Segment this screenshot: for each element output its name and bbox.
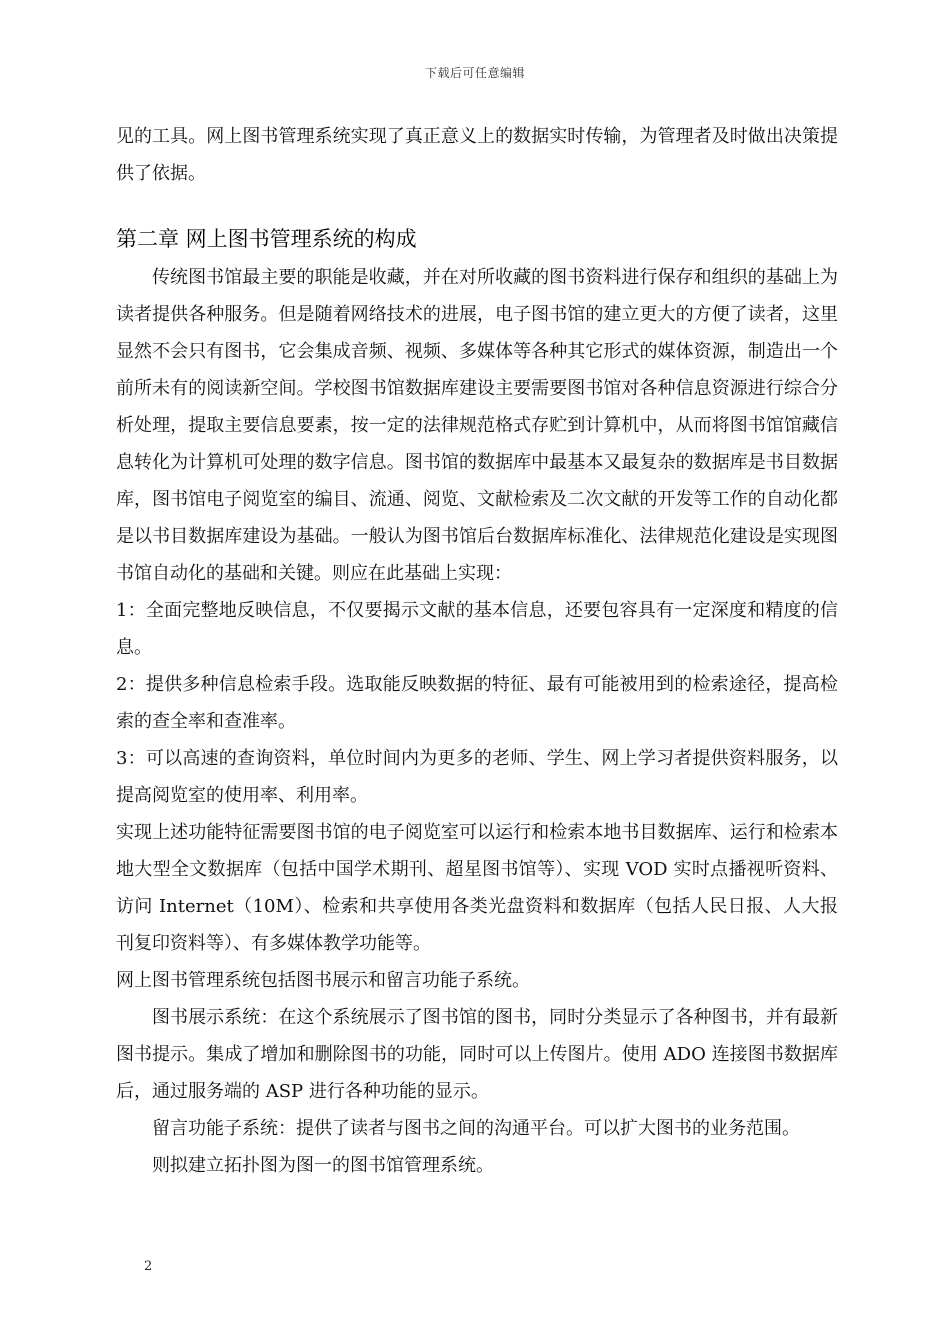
page-header: 下载后可任意编辑 — [424, 66, 525, 80]
paragraph-requirements: 实现上述功能特征需要图书馆的电子阅览室可以运行和检索本地书目数据库、运行和检索本地大型全文数据库（包括中国学术期刊、超星图书馆等）、实现 VOD 实时点播视听资料、访问 Internet（10M）、检索和共享使用各类光盘资料和数据库（包括人民日报、人大报刊复印资料等）、有多媒体教学功能等。 — [116, 822, 838, 954]
paragraph-book-display: 图书展示系统：在这个系统展示了图书馆的图书，同时分类显示了各种图书，并有最新图书提示。集成了增加和删除图书的功能，同时可以上传图片。使用 ADO 连接图书数据库后，通过服务端的 ASP 进行各种功能的显示。 — [116, 1007, 838, 1102]
list-item-2: 2：提供多种信息检索手段。选取能反映数据的特征、最有可能被用到的检索途径，提高检索的查全率和查准率。 — [116, 674, 838, 732]
list-item-1: 1：全面完整地反映信息，不仅要揭示文献的基本信息，还要包容具有一定深度和精度的信息。 — [116, 600, 838, 658]
paragraph-topology: 则拟建立拓扑图为图一的图书馆管理系统。 — [152, 1155, 494, 1176]
paragraph-subsystems: 网上图书管理系统包括图书展示和留言功能子系统。 — [116, 970, 530, 991]
list-item-3: 3：可以高速的查询资料，单位时间内为更多的老师、学生、网上学习者提供资料服务，以提高阅览室的使用率、利用率。 — [116, 748, 838, 806]
chapter-title: 第二章 网上图书管理系统的构成 — [116, 227, 417, 251]
paragraph-library-functions: 传统图书馆最主要的职能是收藏，并在对所收藏的图书资料进行保存和组织的基础上为读者提供各种服务。但是随着网络技术的进展，电子图书馆的建立更大的方便了读者，这里显然不会只有图书，它会集成音频、视频、多媒体等各种其它形式的媒体资源，制造出一个前所未有的阅读新空间。学校图书馆数据库建设主要需要图书馆对各种信息资源进行综合分析处理，提取主要信息要素，按一定的法律规范格式存贮到计算机中，从而将图书馆馆藏信息转化为计算机可处理的数字信息。图书馆的数据库中最基本又最复杂的数据库是书目数据库，图书馆电子阅览室的编目、流通、阅览、文献检索及二次文献的开发等工作的自动化都是以书目数据库建设为基础。一般认为图书馆后台数据库标准化、法律规范化建设是实现图书馆自动化的基础和关键。则应在此基础上实现： — [116, 267, 838, 584]
intro-paragraph: 见的工具。网上图书管理系统实现了真正意义上的数据实时传输，为管理者及时做出决策提供了依据。 — [116, 126, 838, 184]
paragraph-message-board: 留言功能子系统：提供了读者与图书之间的沟通平台。可以扩大图书的业务范围。 — [152, 1118, 800, 1139]
page-number: 2 — [144, 1259, 153, 1274]
document-body — [116, 118, 838, 1184]
